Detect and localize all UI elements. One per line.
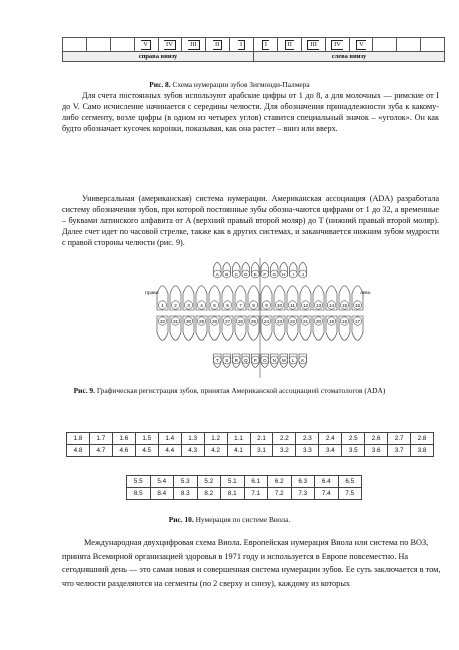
viola-cell: 7.5 bbox=[338, 488, 362, 500]
tooth-label: L bbox=[291, 357, 295, 363]
palmer-cell bbox=[230, 38, 254, 52]
viola-cell: 3.3 bbox=[296, 445, 319, 457]
tooth-label: 14 bbox=[328, 302, 335, 308]
tooth-label: 5 bbox=[213, 302, 216, 308]
tooth-label: 31 bbox=[172, 318, 179, 324]
viola-cell: 5.3 bbox=[174, 476, 198, 488]
viola-cell: 3.5 bbox=[342, 445, 365, 457]
palmer-label-left: слева внизу bbox=[254, 52, 445, 62]
tooth-label: O bbox=[262, 357, 267, 363]
viola-cell: 3.1 bbox=[250, 445, 273, 457]
figure-10-caption bbox=[0, 515, 459, 524]
viola-cell: 1.6 bbox=[112, 433, 135, 445]
viola-cell: 5.4 bbox=[150, 476, 174, 488]
viola-cell: 3.4 bbox=[319, 445, 342, 457]
tooth-label: Q bbox=[243, 357, 248, 363]
palmer-numeral: V bbox=[356, 40, 366, 50]
viola-row-upper bbox=[127, 476, 362, 488]
tooth-label: A bbox=[215, 271, 219, 277]
paragraph-viola: Международная двухцифровая схема Виола. Европейская нумерация Виола или система по ВОЗ, принята Всемирной организацией здоровья в 1971 году и используется в Европе повсеместно. На сегодняшний день — это самая новая и совершенная система нумерации зубов. Ее суть заключается в том, что челюсти разделяются на сегменты (по 2 сверху и снизу), каждому из которых bbox=[62, 538, 441, 588]
dental-chart-figure bbox=[140, 258, 380, 378]
palmer-grid bbox=[62, 37, 445, 62]
viola-cell: 6.2 bbox=[268, 476, 292, 488]
palmer-cell bbox=[277, 38, 301, 52]
viola-cell: 6.5 bbox=[338, 476, 362, 488]
tooth-label: N bbox=[272, 357, 276, 363]
caption-label: Рис. 9. bbox=[73, 386, 95, 395]
palmer-row bbox=[63, 38, 445, 52]
viola-cell: 5.5 bbox=[127, 476, 151, 488]
tooth-label: F bbox=[263, 271, 267, 277]
viola-cell: 3.8 bbox=[411, 445, 434, 457]
viola-cell: 5.2 bbox=[197, 476, 221, 488]
palmer-numeral: V bbox=[141, 40, 151, 50]
tooth-label: 8 bbox=[252, 302, 255, 308]
viola-cell: 2.1 bbox=[250, 433, 273, 445]
viola-cell: 7.2 bbox=[268, 488, 292, 500]
figure-8-caption bbox=[0, 80, 459, 89]
palmer-cell bbox=[325, 38, 349, 52]
tooth-label: 6 bbox=[226, 302, 229, 308]
viola-cell: 8.3 bbox=[174, 488, 198, 500]
tooth-label: 29 bbox=[198, 318, 205, 324]
figure-side-left: лево bbox=[360, 290, 371, 296]
viola-cell: 4.1 bbox=[227, 445, 250, 457]
palmer-numeral: I bbox=[238, 40, 245, 50]
tooth-label: E bbox=[253, 271, 257, 277]
viola-cell: 8.2 bbox=[197, 488, 221, 500]
figure-side-right: право bbox=[145, 290, 159, 296]
tooth-label: 24 bbox=[263, 318, 270, 324]
palmer-cell bbox=[158, 38, 182, 52]
tooth-label: 28 bbox=[211, 318, 218, 324]
palmer-cell bbox=[397, 38, 421, 52]
palmer-label-row bbox=[63, 52, 445, 62]
tooth-label: 16 bbox=[354, 302, 361, 308]
palmer-cell bbox=[182, 38, 206, 52]
caption-label: Рис. 10. bbox=[168, 515, 194, 524]
tooth-label: T bbox=[215, 357, 219, 363]
viola-cell: 2.7 bbox=[388, 433, 411, 445]
palmer-cell bbox=[301, 38, 325, 52]
tooth-label: 10 bbox=[276, 302, 283, 308]
tooth-label: 12 bbox=[302, 302, 309, 308]
viola-cell: 7.1 bbox=[244, 488, 268, 500]
viola-cell: 7.3 bbox=[291, 488, 315, 500]
palmer-numeral: III bbox=[188, 40, 200, 50]
paragraph-ada: Универсальная (американская) система нумерации. Американская ассоциация (ADA) разработала систему обозначения зубов, при которой постоянные зубы обозна-чаются цифрами от 1 до 32, а временные – буквами латинского алфавита от A (верхний правый второй моляр) до T (нижний правый второй моляр). Далее счет идет по часовой стрелке, также как в других системах, и заканчивается нижним зубом мудрости с правой стороны челюсти (рис. 9). bbox=[62, 194, 439, 248]
tooth-label: 32 bbox=[159, 318, 166, 324]
tooth-label: 22 bbox=[289, 318, 296, 324]
palmer-numeral: I bbox=[262, 40, 269, 50]
tooth-label: C bbox=[234, 271, 238, 277]
tooth-label: 1 bbox=[161, 302, 164, 308]
tooth-label: 26 bbox=[237, 318, 244, 324]
tooth-label: I bbox=[292, 271, 294, 277]
tooth-label: J bbox=[301, 271, 304, 277]
viola-cell: 8.4 bbox=[150, 488, 174, 500]
tooth-label: 13 bbox=[315, 302, 322, 308]
viola-cell: 1.8 bbox=[67, 433, 90, 445]
viola-cell: 1.3 bbox=[181, 433, 204, 445]
figure-9-caption bbox=[0, 386, 459, 395]
viola-cell: 1.5 bbox=[135, 433, 158, 445]
viola-cell: 8.5 bbox=[127, 488, 151, 500]
tooth-label: R bbox=[234, 357, 238, 363]
viola-cell: 6.4 bbox=[315, 476, 339, 488]
viola-row-lower bbox=[127, 488, 362, 500]
tooth-label: 7 bbox=[239, 302, 242, 308]
tooth-label: 17 bbox=[354, 318, 361, 324]
viola-cell: 3.2 bbox=[273, 445, 296, 457]
viola-row-upper bbox=[67, 433, 434, 445]
viola-cell: 2.5 bbox=[342, 433, 365, 445]
viola-primary-table bbox=[126, 475, 362, 500]
tooth-label: B bbox=[225, 271, 229, 277]
viola-cell: 6.3 bbox=[291, 476, 315, 488]
viola-cell: 2.4 bbox=[319, 433, 342, 445]
paragraph-palmer: Для счета постоянных зубов используют арабские цифры от 1 до 8, а для молочных — римские от I до V. Само исчисление начинается с середины челюсти. Для обозначения принадлежности зуба к какому-либо сегменту, возле цифры (в одном из четырех углов) ставится специальный значок – «уголок». Он как будто обозначает кусочек коронки, показывая, как она растет – вниз или вверх. bbox=[62, 91, 439, 134]
palmer-cell bbox=[349, 38, 373, 52]
viola-cell: 6.1 bbox=[244, 476, 268, 488]
viola-cell: 4.3 bbox=[181, 445, 204, 457]
viola-cell: 4.2 bbox=[204, 445, 227, 457]
palmer-cell bbox=[134, 38, 158, 52]
palmer-cell bbox=[63, 38, 87, 52]
viola-cell: 1.2 bbox=[204, 433, 227, 445]
viola-cell: 2.3 bbox=[296, 433, 319, 445]
tooth-label: 3 bbox=[187, 302, 190, 308]
caption-text: Схема нумерации зубов Зигмонди-Палмера bbox=[172, 80, 310, 89]
viola-cell: 5.1 bbox=[221, 476, 245, 488]
viola-cell: 1.7 bbox=[89, 433, 112, 445]
viola-cell: 3.7 bbox=[388, 445, 411, 457]
tooth-label: 18 bbox=[341, 318, 348, 324]
viola-cell: 1.1 bbox=[227, 433, 250, 445]
palmer-label-right: справа внизу bbox=[63, 52, 254, 62]
viola-cell: 8.1 bbox=[221, 488, 245, 500]
tooth-label: K bbox=[301, 357, 305, 363]
palmer-cell bbox=[86, 38, 110, 52]
tooth-label: 30 bbox=[185, 318, 192, 324]
viola-cell: 2.6 bbox=[365, 433, 388, 445]
caption-text: Графическая регистрация зубов, принятая Американской ассоциацией стоматологов (ADA) bbox=[96, 386, 386, 395]
tooth-label: D bbox=[244, 271, 248, 277]
viola-cell: 7.4 bbox=[315, 488, 339, 500]
viola-row-lower bbox=[67, 445, 434, 457]
tooth-label: 11 bbox=[290, 302, 295, 308]
viola-cell: 4.8 bbox=[67, 445, 90, 457]
caption-label: Рис. 8. bbox=[149, 80, 171, 89]
tooth-label: 19 bbox=[328, 318, 335, 324]
tooth-label: 27 bbox=[224, 318, 231, 324]
palmer-cell bbox=[421, 38, 445, 52]
palmer-cell bbox=[373, 38, 397, 52]
tooth-label: P bbox=[253, 357, 257, 363]
tooth-label: 25 bbox=[250, 318, 257, 324]
tooth-label: 21 bbox=[302, 318, 309, 324]
viola-cell: 4.4 bbox=[158, 445, 181, 457]
tooth-label: 4 bbox=[200, 302, 203, 308]
tooth-label: S bbox=[225, 357, 229, 363]
viola-cell: 4.6 bbox=[112, 445, 135, 457]
tooth-label: M bbox=[281, 357, 286, 363]
viola-cell: 2.8 bbox=[411, 433, 434, 445]
tooth-label: 9 bbox=[265, 302, 268, 308]
viola-cell: 4.5 bbox=[135, 445, 158, 457]
tooth-label: 2 bbox=[174, 302, 177, 308]
viola-permanent-table bbox=[66, 432, 434, 457]
viola-cell: 4.7 bbox=[89, 445, 112, 457]
palmer-numeral: IV bbox=[164, 40, 176, 50]
palmer-numeral: III bbox=[307, 40, 319, 50]
palmer-cell bbox=[254, 38, 278, 52]
palmer-numeral: IV bbox=[331, 40, 343, 50]
tooth-label: 20 bbox=[315, 318, 322, 324]
viola-cell: 2.2 bbox=[273, 433, 296, 445]
viola-cell: 3.6 bbox=[365, 445, 388, 457]
tooth-label: G bbox=[272, 271, 277, 277]
viola-cell: 1.4 bbox=[158, 433, 181, 445]
palmer-numeral: II bbox=[213, 40, 222, 50]
caption-text: Нумерация по системе Виола. bbox=[195, 515, 291, 524]
tooth-label: 15 bbox=[341, 302, 348, 308]
palmer-cell bbox=[110, 38, 134, 52]
palmer-numeral: II bbox=[285, 40, 294, 50]
tooth-label: 23 bbox=[276, 318, 283, 324]
palmer-cell bbox=[206, 38, 230, 52]
tooth-label: H bbox=[282, 271, 286, 277]
